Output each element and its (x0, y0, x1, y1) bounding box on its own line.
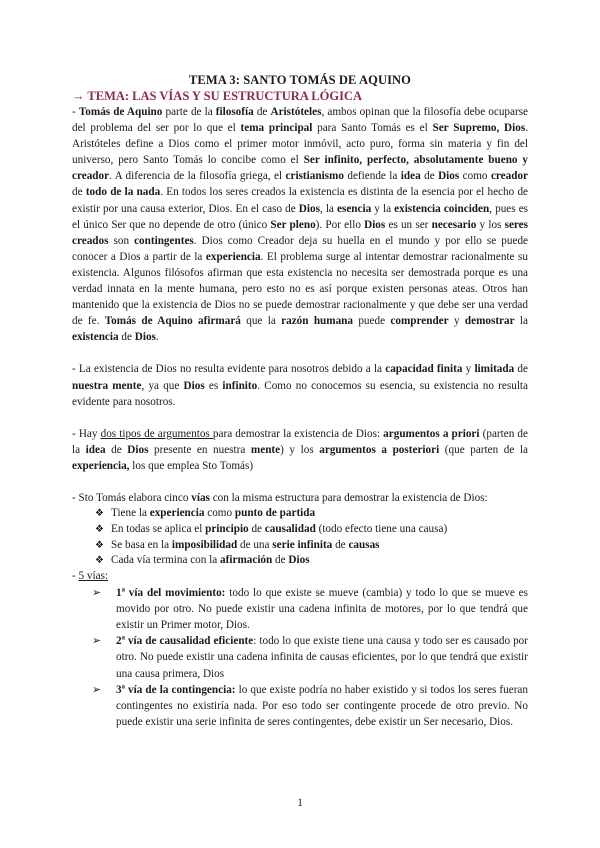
list-item: ❖ Se basa en la imposibilidad de una serie infinita de causas (95, 538, 528, 554)
arrowhead-bullet-icon: ➢ (92, 635, 102, 648)
diamond-bullet-icon: ❖ (95, 508, 104, 520)
paragraph-five-ways-intro: - Sto Tomás elabora cinco vías con la misma estructura para demostrar la existencia de Dios: (72, 491, 488, 504)
paragraph-intro: - Tomás de Aquino parte de la filosofía de Aristóteles, ambos opinan que la filosofía debe ocuparse del problema del ser por lo que el tema principal para Santo Tomás es el Ser Supremo, Dios. Aristóteles define a Dios como el primer motor inmóvil, acto puro, forma sin materia y fin del universo, pero Santo Tomás lo concibe como el Ser infinito, perfecto, absolutamente bueno y creador. A diferencia de la filosofía griega, el cristianismo defiende la idea de Dios como creador de todo de la nada. En todos los seres creados la existencia es distinta de la esencia por el hecho de existir por una causa exterior, Dios. En el caso de Dios, la esencia y la existencia coinciden, pues es el único Ser que no depende de otro (único Ser pleno). Por ello Dios es un ser necesario y los seres creados son contingentes. Dios como Creador deja su huella en el mundo y por ello se puede conocer a Dios a partir de la experiencia. El problema surge al intentar demostrar racionalmente su existencia. Algunos filósofos afirman que esta existencia no necesita ser demostrada porque es una verdad innata en la mente humana, pero esto no es así porque existen personas ateas. Otros han mantenido que la existencia de Dios no se puede demostrar racionalmente y que debe ser una verdad de fe. Tomás de Aquino afirmará que la razón humana puede comprender y demostrar la existencia de Dios. (72, 106, 529, 344)
page-number: 1 (297, 797, 303, 809)
section-subtitle: → TEMA: LAS VÍAS Y SU ESTRUCTURA LÓGICA (72, 89, 362, 103)
diamond-bullet-icon: ❖ (95, 523, 104, 535)
way-item-efficient-cause: ➢ 2ª vía de causalidad eficiente: todo lo que existe tiene una causa y todo ser es causado por otro. No puede existir una cadena infinita de causas eficientes, por lo que tendrá que existir una causa primera, Dios (92, 635, 528, 680)
structure-bullet-list (72, 506, 528, 569)
list-item: ❖ Cada vía termina con la afirmación de Dios (95, 553, 528, 569)
arrowhead-bullet-icon: ➢ (92, 587, 102, 600)
way-item-contingency: ➢ 3ª vía de la contingencia: lo que existe podría no haber existido y si todos los seres fueran contingentes no existiría nada. Por eso todo ser contingente procede de otro previo. No puede existir una serie infinita de seres contingentes, debe existir un Ser necesario, Dios. (92, 683, 528, 728)
paragraph-argument-types: - Hay dos tipos de argumentos para demostrar la existencia de Dios: argumentos a priori (parten de la idea de Dios presente en nuestra mente) y los argumentos a posteriori (que parten de la experiencia, los que emplea Sto Tomás) (72, 427, 528, 472)
page-title: TEMA 3: SANTO TOMÁS DE AQUINO (188, 73, 412, 87)
arrowhead-bullet-icon: ➢ (92, 683, 102, 696)
list-item: ❖ Tiene la experiencia como punto de partida (95, 506, 528, 522)
diamond-bullet-icon: ❖ (95, 555, 104, 567)
paragraph-evidence: - La existencia de Dios no resulta evidente para nosotros debido a la capacidad finita y limitada de nuestra mente, ya que Dios es infinito. Como no conocemos su esencia, su existencia no resulta evidente para nosotros. (72, 363, 528, 408)
list-item: ❖ En todas se aplica el principio de causalidad (todo efecto tiene una causa) (95, 522, 528, 538)
diamond-bullet-icon: ❖ (95, 539, 104, 551)
document-page (72, 72, 528, 730)
five-ways-heading: - 5 vías: (72, 570, 109, 583)
way-item-movement: ➢ 1ª vía del movimiento: todo lo que existe se mueve (cambia) y todo lo que se mueve es movido por otro. No puede existir una cadena infinita de motores, por lo que tendrá que existir un Primer motor, Dios. (92, 587, 528, 632)
